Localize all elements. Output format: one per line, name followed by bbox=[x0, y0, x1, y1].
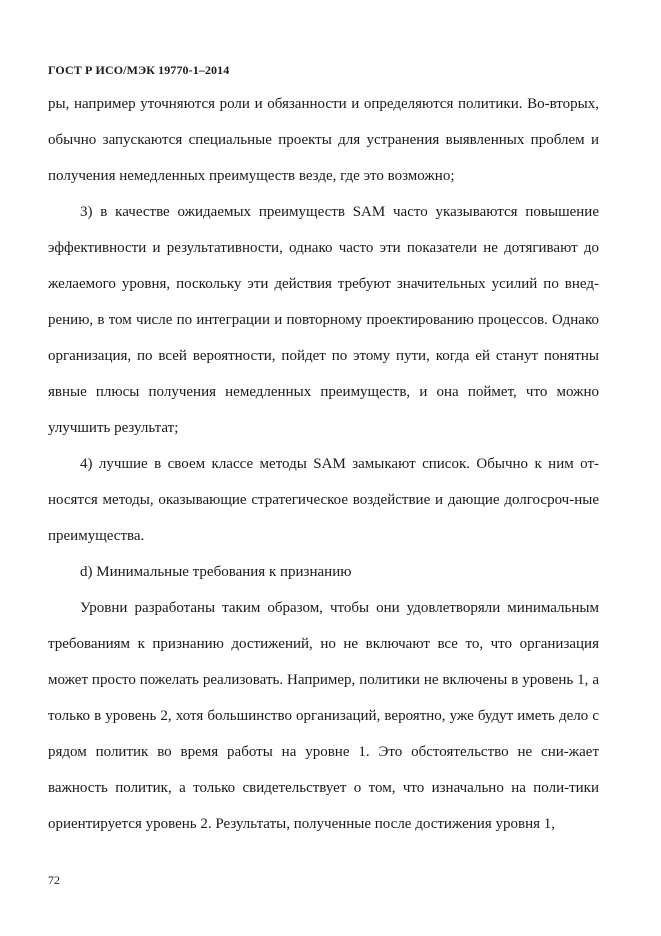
section-heading-d: d) Минимальные требования к признанию bbox=[80, 564, 352, 580]
paragraph-levels: Уровни разработаны таким образом, чтобы они удовлетворяли минимальным требованиям к признанию достижений, но не включают все то, что организация может просто пожелать реализовать. Например, политики не включены в уровень 1, а только в уровень 2, хотя большинство организаций, вероятно, уже будут иметь дело с рядом политик во время работы на уровне 1. Это обстоятельство не сни-жает важность политик, а только свидетельствует о том, что изначально на поли-тики ориентируется уровень 2. Результаты, полученные после достижения уровня 1, bbox=[48, 600, 599, 832]
document-header: ГОСТ Р ИСО/МЭК 19770-1–2014 bbox=[48, 63, 230, 77]
page-number: 72 bbox=[48, 873, 60, 887]
paragraph-list-item-4: 4) лучшие в своем классе методы SAM замыкают список. Обычно к ним от-носятся методы, оказывающие стратегическое воздействие и дающие долгосроч-ные преимущества. bbox=[48, 456, 599, 544]
paragraph-continuation: ры, например уточняются роли и обязанности и определяются политики. Во-вторых, обычно запускаются специальные проекты для устранения выявленных проблем и получения немедленных преимуществ везде, где это возможно; bbox=[48, 96, 599, 184]
paragraph-list-item-3: 3) в качестве ожидаемых преимуществ SAM часто указываются повышение эффективности и результативности, однако часто эти показатели не дотягивают до желаемого уровня, поскольку эти действия требуют значительных усилий по внед-рению, в том числе по интеграции и повторному проектированию процессов. Однако организация, по всей вероятности, пойдет по этому пути, когда ей станут понятны явные плюсы получения немедленных преимуществ, и она поймет, что можно улучшить результат; bbox=[48, 204, 599, 436]
page-body bbox=[48, 86, 599, 842]
